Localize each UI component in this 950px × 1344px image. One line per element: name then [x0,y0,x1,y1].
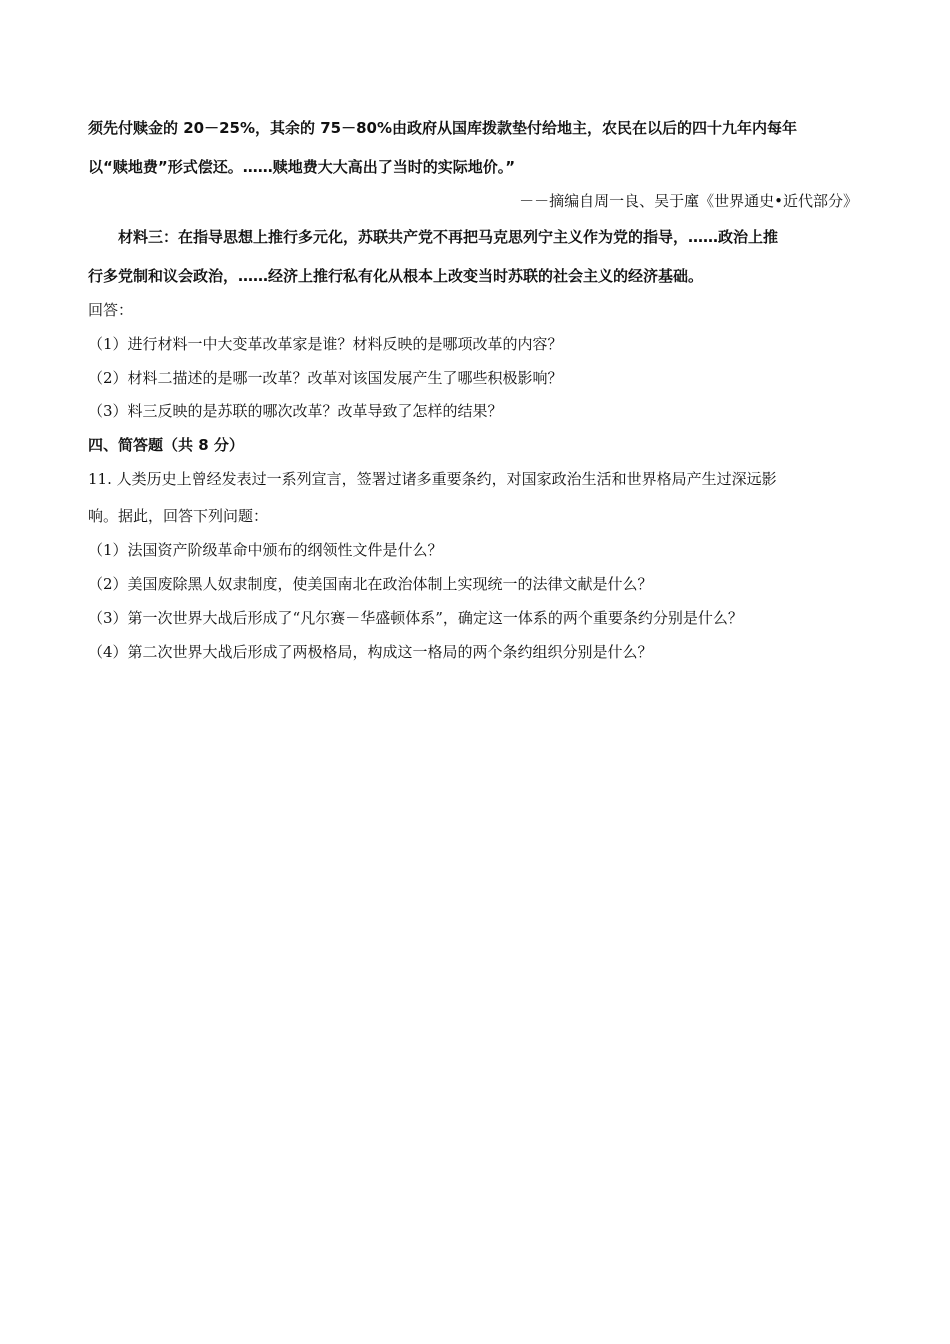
q11-stem-line-2: 响。据此，回答下列问题： [88,507,269,525]
q11-subquestion-3: （3）第一次世界大战后形成了“凡尔赛－华盛顿体系”，确定这一体系的两个重要条约分别是什么？ [88,609,743,627]
q10-subquestion-1: （1）进行材料一中大变革改革家是谁？材料反映的是哪项改革的内容？ [88,335,563,353]
material-three-line-1: 材料三：在指导思想上推行多元化，苏联共产党不再把马克思列宁主义作为党的指导，……政治上推 [118,228,779,246]
material-two-source: －－摘编自周一良、吴于廑《世界通史•近代部分》 [519,192,858,210]
material-three-line-2: 行多党制和议会政治，……经济上推行私有化从根本上改变当时苏联的社会主义的经济基础。 [88,267,704,285]
section-four-title: 四、简答题（共 8 分） [88,436,244,454]
q11-subquestion-2: （2）美国废除黑人奴隶制度，使美国南北在政治体制上实现统一的法律文献是什么？ [88,575,653,593]
answer-label: 回答： [88,301,134,319]
q11-stem-line-1: 11. 人类历史上曾经发表过一系列宣言，签署过诸多重要条约，对国家政治生活和世界格局产生过深远影 [88,470,777,488]
material-two-line-1: 须先付赎金的 20－25%，其余的 75－80%由政府从国库拨款垫付给地主，农民在以后的四十九年内每年 [88,119,798,137]
q10-subquestion-3: （3）料三反映的是苏联的哪次改革？改革导致了怎样的结果？ [88,402,503,420]
material-two-line-2: 以“赎地费”形式偿还。……赎地费大大高出了当时的实际地价。” [88,158,516,176]
q10-subquestion-2: （2）材料二描述的是哪一改革？改革对该国发展产生了哪些积极影响？ [88,369,563,387]
q11-subquestion-4: （4）第二次世界大战后形成了两极格局，构成这一格局的两个条约组织分别是什么？ [88,643,653,661]
q11-subquestion-1: （1）法国资产阶级革命中颁布的纲领性文件是什么？ [88,541,443,559]
